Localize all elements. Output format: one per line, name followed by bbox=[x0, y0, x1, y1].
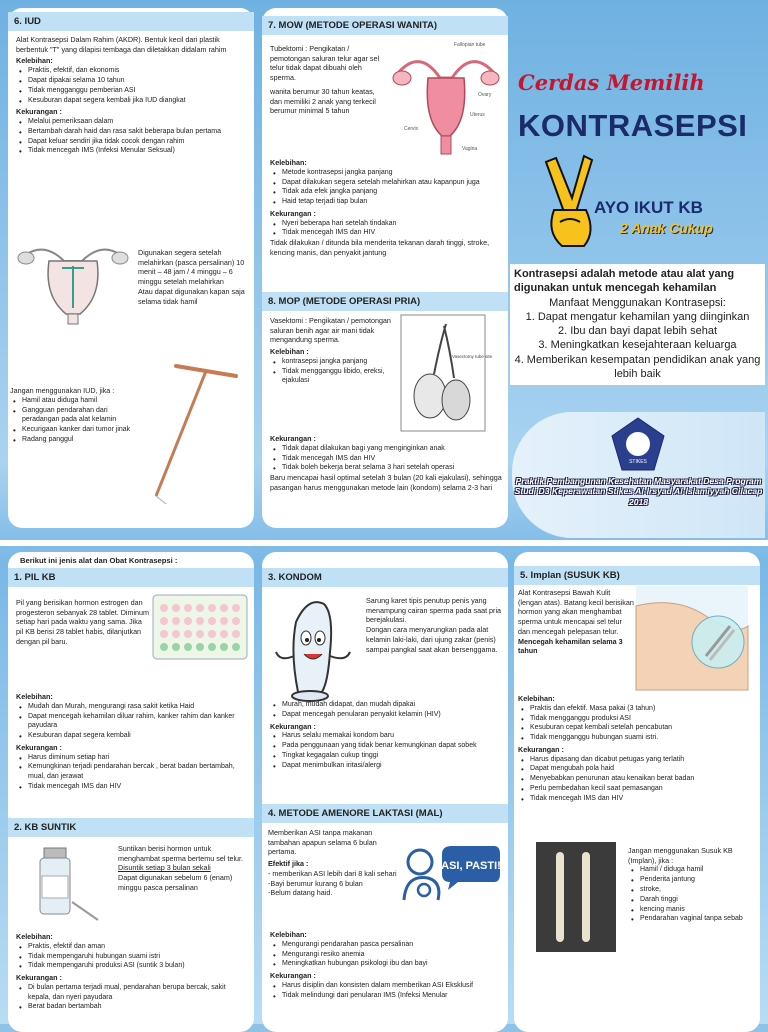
list-item: • Haid tetap terjadi tiap bulan bbox=[270, 197, 502, 207]
mop-note: Baru mencapai hasil optimal setelah 3 bulan (20 kali ejakulasi), sehingga pasangan harus menggunakan metode lain (kondom) selama 2-3 hari bbox=[270, 473, 502, 492]
list-item: • Kesuburan cepat kembali setelah pencabutan bbox=[518, 723, 756, 733]
suntik-kekurangan-label: Kekurangan : bbox=[16, 973, 62, 983]
list-item: • Pada penggunaan yang tidak benar kemungkinan dapat sobek bbox=[270, 741, 502, 751]
list-item: • Radang panggul bbox=[10, 435, 132, 445]
list-item: • Tidak mengganggu hubungan suami istri. bbox=[518, 733, 756, 743]
mop-kekurangan-list bbox=[270, 444, 502, 473]
list-item: • Bertambah darah haid dan rasa sakit beberapa bulan pertama bbox=[16, 127, 246, 137]
list-item: • Tidak mempengaruhi produksi ASI (suntik 3 bulan) bbox=[16, 961, 248, 971]
mow-mop-panel bbox=[262, 8, 508, 528]
list-item: • Murah, mudah didapat, dan mudah dipakai bbox=[270, 700, 502, 710]
iud-device-illustration bbox=[136, 356, 246, 506]
kondom-intro-2: Dongan cara menyarungkan pada alat kelamin laki-laki, dari ujung zakar (penis) sampai pangkal saat akan bersenggama. bbox=[366, 625, 498, 654]
mow-intro: Tubektomi : Pengikatan / pemotongan saluran telur agar sel telur tidak dapat dibuahi oleh sperma. bbox=[270, 44, 380, 83]
mow-title: 7. MOW (METODE OPERASI WANITA) bbox=[262, 16, 508, 35]
pil-kekurangan-label: Kekurangan : bbox=[16, 742, 62, 752]
list-item: • Pendarahan vaginal tanpa sebab bbox=[628, 914, 756, 924]
iud-use-text: Digunakan segera setelah melahirkan (pasca persalinan) 10 menit – 48 jam / 4 minggu – 6 minggu setelah melahirkan bbox=[138, 248, 245, 287]
list-item: • Mengurangi resiko anemia bbox=[270, 950, 502, 960]
pil-title: 1. PIL KB bbox=[8, 568, 254, 587]
iud-kelebihan-list bbox=[16, 66, 246, 105]
implan-kelebihan-list bbox=[518, 704, 756, 743]
list-item: • Praktis, efektif dan aman bbox=[16, 942, 248, 952]
list-item: • Kesuburan dapat segera kembali jika IUD diangkat bbox=[16, 96, 246, 106]
iud-title: 6. IUD bbox=[8, 12, 254, 31]
mal-kelebihan-list bbox=[270, 940, 502, 969]
list-item: • Darah tinggi bbox=[628, 895, 756, 905]
vagina-label: Vagina bbox=[462, 146, 478, 152]
jenis-heading: Berikut ini jenis alat dan Obat Kontrasepsi : bbox=[20, 556, 178, 565]
list-item: • Nyeri beberapa hari setelah tindakan bbox=[270, 219, 502, 229]
asi-pasti-text: ASI, PASTI! bbox=[441, 860, 501, 872]
suntik-kelebihan-label: Kelebihan: bbox=[16, 932, 53, 941]
suntik-intro-3: Dapat digunakan sebelum 6 (enam) minggu pasca persalinan bbox=[118, 873, 233, 892]
arm-implant-illustration bbox=[636, 586, 748, 690]
implan-panel bbox=[514, 552, 760, 1032]
mal-efektif-item: -Bayi berumur kurang 6 bulan bbox=[268, 878, 363, 888]
mal-kekurangan-label: Kekurangan : bbox=[270, 971, 316, 981]
list-item: • Tidak mencegah IMS dan HIV bbox=[270, 454, 502, 464]
list-item: • Kecurigaan kanker dari tumor jinak bbox=[10, 425, 132, 435]
implan-duration: Mencegah kehamilan selama 3 tahun bbox=[518, 636, 623, 656]
list-item: • Tidak mencegah IMS (Infeksi Menular Seksual) bbox=[16, 146, 246, 156]
mal-intro: Memberikan ASI tanpa makanan tambahan apapun selama 6 bulan pertama. bbox=[268, 828, 377, 857]
list-item: • Meningkatkan hubungan psikologi ibu dan bayi bbox=[270, 959, 502, 969]
list-item: • stroke, bbox=[628, 885, 756, 895]
implant-rods-illustration bbox=[536, 842, 616, 952]
mal-kelebihan-label: Kelebihan: bbox=[270, 930, 307, 939]
manfaat-heading: Manfaat Menggunakan Kontrasepsi: bbox=[549, 296, 726, 309]
list-item: • Metode kontrasepsi jangka panjang bbox=[270, 168, 502, 178]
mal-efektif-item: -Belum datang haid. bbox=[268, 888, 333, 898]
fallopian-label: Fallopian tube bbox=[454, 42, 486, 48]
list-item: • Mengurangi pendarahan pasca persalinan bbox=[270, 940, 502, 950]
stikes-logo-text: STIKES bbox=[629, 459, 647, 465]
iud-kekurangan-list bbox=[16, 117, 246, 156]
list-item: • Dapat dilakukan segera setelah melahirkan atau kapanpun juga bbox=[270, 178, 502, 188]
list-item: • Di bulan pertama terjadi mual, pendarahan berupa bercak, sakit kepala, dan nyeri payudara bbox=[16, 983, 248, 1003]
list-item: • Kesuburan dapat segera kembali bbox=[16, 731, 248, 741]
iud-use-text-2: Atau dapat digunakan kapan saja selama tidak hamil bbox=[138, 286, 245, 306]
institution-footer bbox=[512, 412, 765, 538]
mal-kekurangan-list bbox=[270, 981, 502, 1001]
footer-text: Praktik Pembangunan Kesehatan Masyarakat Desa Program Studi D3 Keperawatan Stikes Al-Irsyad Al-Islamiyyah Cilacap 2018 bbox=[514, 476, 763, 507]
suntik-title: 2. KB SUNTIK bbox=[8, 818, 254, 837]
pil-kekurangan-list bbox=[16, 753, 248, 792]
kondom-mal-panel bbox=[262, 552, 508, 1032]
list-item: • Tidak mengganggu produksi ASI bbox=[518, 714, 756, 724]
list-item: • Dapat keluar sendiri jika tidak cocok dengan rahim bbox=[16, 137, 246, 147]
implan-kelebihan-label: Kelebihan: bbox=[518, 694, 555, 703]
list-item: • Melalui pemeriksaan dalam bbox=[16, 117, 246, 127]
iud-jangan-label: Jangan menggunakan IUD, jika : bbox=[10, 386, 115, 395]
manfaat-item: 3. Meningkatkan kesejahteraan keluarga bbox=[538, 339, 737, 352]
iud-kelebihan-label: Kelebihan: bbox=[16, 56, 53, 66]
list-item: • Hamil atau diduga hamil bbox=[10, 396, 132, 406]
stikes-logo bbox=[610, 416, 666, 472]
list-item: • Dapat mencegah penularan penyakit kelamin (HIV) bbox=[270, 710, 502, 720]
injection-vial-illustration bbox=[28, 842, 100, 926]
suntik-intro: Suntikan berisi hormon untuk menghambat sperma bertemu sel telur. bbox=[118, 844, 244, 863]
mop-kelebihan-label: Kelebihan : bbox=[270, 347, 309, 357]
mow-kekurangan-label: Kekurangan : bbox=[270, 208, 316, 218]
list-item: • Hamil / diduga hamil bbox=[628, 865, 756, 875]
suntik-interval: Disuntik setiap 3 bulan sekali bbox=[118, 863, 211, 873]
suntik-kelebihan-list bbox=[16, 942, 248, 971]
uterus-label: Uterus bbox=[470, 112, 485, 118]
list-item: • Dapat mencegah kehamilan diluar rahim, kanker rahim dan kanker payudara bbox=[16, 712, 248, 732]
pil-kelebihan-label: Kelebihan: bbox=[16, 692, 53, 701]
implan-kekurangan-label: Kekurangan : bbox=[518, 744, 564, 754]
list-item: • Harus diminum setiap hari bbox=[16, 753, 248, 763]
list-item: • Harus disiplin dan konsisten dalam memberikan ASI Eksklusif bbox=[270, 981, 502, 991]
list-item: • kencing manis bbox=[628, 905, 756, 915]
female-reproductive-illustration bbox=[390, 38, 502, 156]
list-item: • Penderita jantung bbox=[628, 875, 756, 885]
mop-kelebihan-list bbox=[270, 357, 398, 386]
list-item: • Praktis dan efektif. Masa pakai (3 tahun) bbox=[518, 704, 756, 714]
list-item: • kontrasepsi jangka panjang bbox=[270, 357, 398, 367]
pil-suntik-panel bbox=[8, 552, 254, 1032]
mop-title: 8. MOP (METODE OPERASI PRIA) bbox=[262, 292, 508, 311]
list-item: • Tidak melindungi dari penularan IMS (Infeksi Menular bbox=[270, 991, 502, 1001]
list-item: • Tidak dapat dilakukan bagi yang menginginkan anak bbox=[270, 444, 502, 454]
list-item: • Gangguan pendarahan dari peradangan pada alat kelamin bbox=[10, 406, 132, 426]
list-item: • Tidak boleh bekerja berat selama 3 hari setelah operasi bbox=[270, 463, 502, 473]
definition-box bbox=[510, 264, 765, 385]
list-item: • Menyebabkan penurunan atau kenaikan berat badan bbox=[518, 774, 756, 784]
list-item: • Tidak ada efek jangka panjang bbox=[270, 187, 502, 197]
manfaat-item: 1. Dapat mengatur kehamilan yang diinginkan bbox=[525, 310, 750, 323]
list-item: • Tingkat kegagalan cukup tinggi bbox=[270, 751, 502, 761]
cover-title-line1: Cerdas Memilih bbox=[518, 70, 705, 95]
vasectomy-label: Vasectomy tube site bbox=[452, 354, 493, 359]
implan-kekurangan-list bbox=[518, 755, 756, 804]
list-item: • Harus selalu memakai kondom baru bbox=[270, 731, 502, 741]
cover-title-line2: KONTRASEPSI bbox=[518, 108, 748, 143]
list-item: • Tidak mengganggu pemberian ASI bbox=[16, 86, 246, 96]
mow-kekurangan-list bbox=[270, 219, 502, 239]
manfaat-item: 2. Ibu dan bayi dapat lebih sehat bbox=[557, 325, 717, 338]
list-item: • Berat badan bertambah bbox=[16, 1002, 248, 1012]
mow-kelebihan-label: Kelebihan: bbox=[270, 158, 307, 167]
mal-title: 4. METODE AMENORE LAKTASI (MAL) bbox=[262, 804, 508, 823]
mow-note: Tidak dilakukan / ditunda bila menderita tekanan darah tinggi, stroke, kencing manis, dan penyakit jantung bbox=[270, 238, 490, 257]
list-item: • Tidak mencegah IMS dan HIV bbox=[518, 794, 756, 804]
list-item: • Tidak mengganggu libido, ereksi, ejakulasi bbox=[270, 367, 398, 387]
mal-efektif-label: Efektif jika : bbox=[268, 859, 309, 869]
breastfeeding-logo bbox=[398, 844, 502, 908]
mop-intro: Vasektomi : Pengikatan / pemotongan saluran benih agar air mani tidak mengandung sperma. bbox=[270, 316, 391, 345]
implan-jangan-list bbox=[628, 865, 756, 924]
cervix-label: Cervix bbox=[404, 126, 419, 132]
implan-intro: Alat Kontrasepsi Bawah Kulit (lengan atas). Batang kecil berisikan hormon yang akan menghambat sperma untuk mencapai sel telur dan mencegah pelepasan telur. bbox=[518, 588, 634, 636]
iud-jangan-list bbox=[10, 396, 132, 445]
list-item: • Tidak mempengaruhi hubungan suami istri bbox=[16, 952, 248, 962]
pil-kelebihan-list bbox=[16, 702, 248, 741]
vasectomy-illustration bbox=[400, 314, 493, 432]
pil-intro: Pil yang berisikan hormon estrogen dan progesteron sebanyak 28 tablet. Diminum setiap hari pada waktu yang sama. Jika pil KB berisi 28 tablet habis, dilanjutkan dengan pil baru. bbox=[16, 598, 150, 646]
list-item: • Dapat mengubah pola haid bbox=[518, 764, 756, 774]
pill-pack-illustration bbox=[152, 594, 248, 660]
implan-jangan-label: Jangan menggunakan Susuk KB (Implan), jika : bbox=[628, 846, 733, 865]
mal-efektif-item: - memberikan ASI lebih dari 8 kali sehari bbox=[268, 868, 397, 878]
iud-kekurangan-label: Kekurangan : bbox=[16, 107, 62, 117]
kondom-kekurangan-list bbox=[270, 731, 502, 770]
list-item: • Perlu pembedahan kecil saat pemasangan bbox=[518, 784, 756, 794]
fold-divider bbox=[0, 540, 768, 546]
implan-title: 5. Implan (SUSUK KB) bbox=[514, 566, 760, 585]
mow-kelebihan-list bbox=[270, 168, 502, 207]
kondom-kelebihan-list bbox=[270, 700, 502, 720]
list-item: • Tidak mencegah IMS dan HIV bbox=[16, 782, 248, 792]
list-item: • Kemungkinan terjadi pendarahan bercak , berat badan bertambah, mual, dan jerawat bbox=[16, 762, 248, 782]
ovary-label: Ovary bbox=[478, 92, 492, 98]
slogan-line1: AYO IKUT KB bbox=[594, 198, 703, 217]
list-item: • Praktis, efektif, dan ekonomis bbox=[16, 66, 246, 76]
manfaat-item: 4. Memberikan kesempatan pendidikan anak yang lebih baik bbox=[514, 353, 761, 380]
condom-mascot-illustration bbox=[268, 592, 358, 702]
uterus-iud-illustration bbox=[14, 236, 132, 326]
kondom-title: 3. KONDOM bbox=[262, 568, 508, 587]
list-item: • Mudah dan Murah, mengurangi rasa sakit ketika Haid bbox=[16, 702, 248, 712]
iud-panel bbox=[8, 8, 254, 528]
list-item: • Dapat menimbulkan iritasi/alergi bbox=[270, 761, 502, 771]
iud-intro: Alat Kontrasepsi Dalam Rahim (AKDR). Bentuk kecil dari plastik berbentuk "T" yang dilapisi tembaga dan diletakkan didalam rahim bbox=[16, 35, 227, 54]
definition-text: Kontrasepsi adalah metode atau alat yang digunakan untuk mencegah kehamilan bbox=[514, 268, 735, 294]
mow-intro-2: wanita berumur 30 tahun keatas, dan memiliki 2 anak yang terkecil berumur minimal 5 tahun bbox=[270, 86, 376, 116]
suntik-kekurangan-list bbox=[16, 983, 248, 1012]
list-item: • Dapat dipakai selama 10 tahun bbox=[16, 76, 246, 86]
kondom-kekurangan-label: Kekurangan : bbox=[270, 721, 316, 731]
slogan-line2: 2 Anak Cukup bbox=[620, 220, 713, 236]
mop-kekurangan-label: Kekurangan : bbox=[270, 434, 316, 443]
list-item: • Tidak mencegah IMS dan HIV bbox=[270, 228, 502, 238]
kondom-intro: Sarung karet tipis penutup penis yang menampung cairan sperma pada saat pria berejakulasi. bbox=[366, 596, 502, 625]
list-item: • Harus dipasang dan dicabut petugas yang terlatih bbox=[518, 755, 756, 765]
